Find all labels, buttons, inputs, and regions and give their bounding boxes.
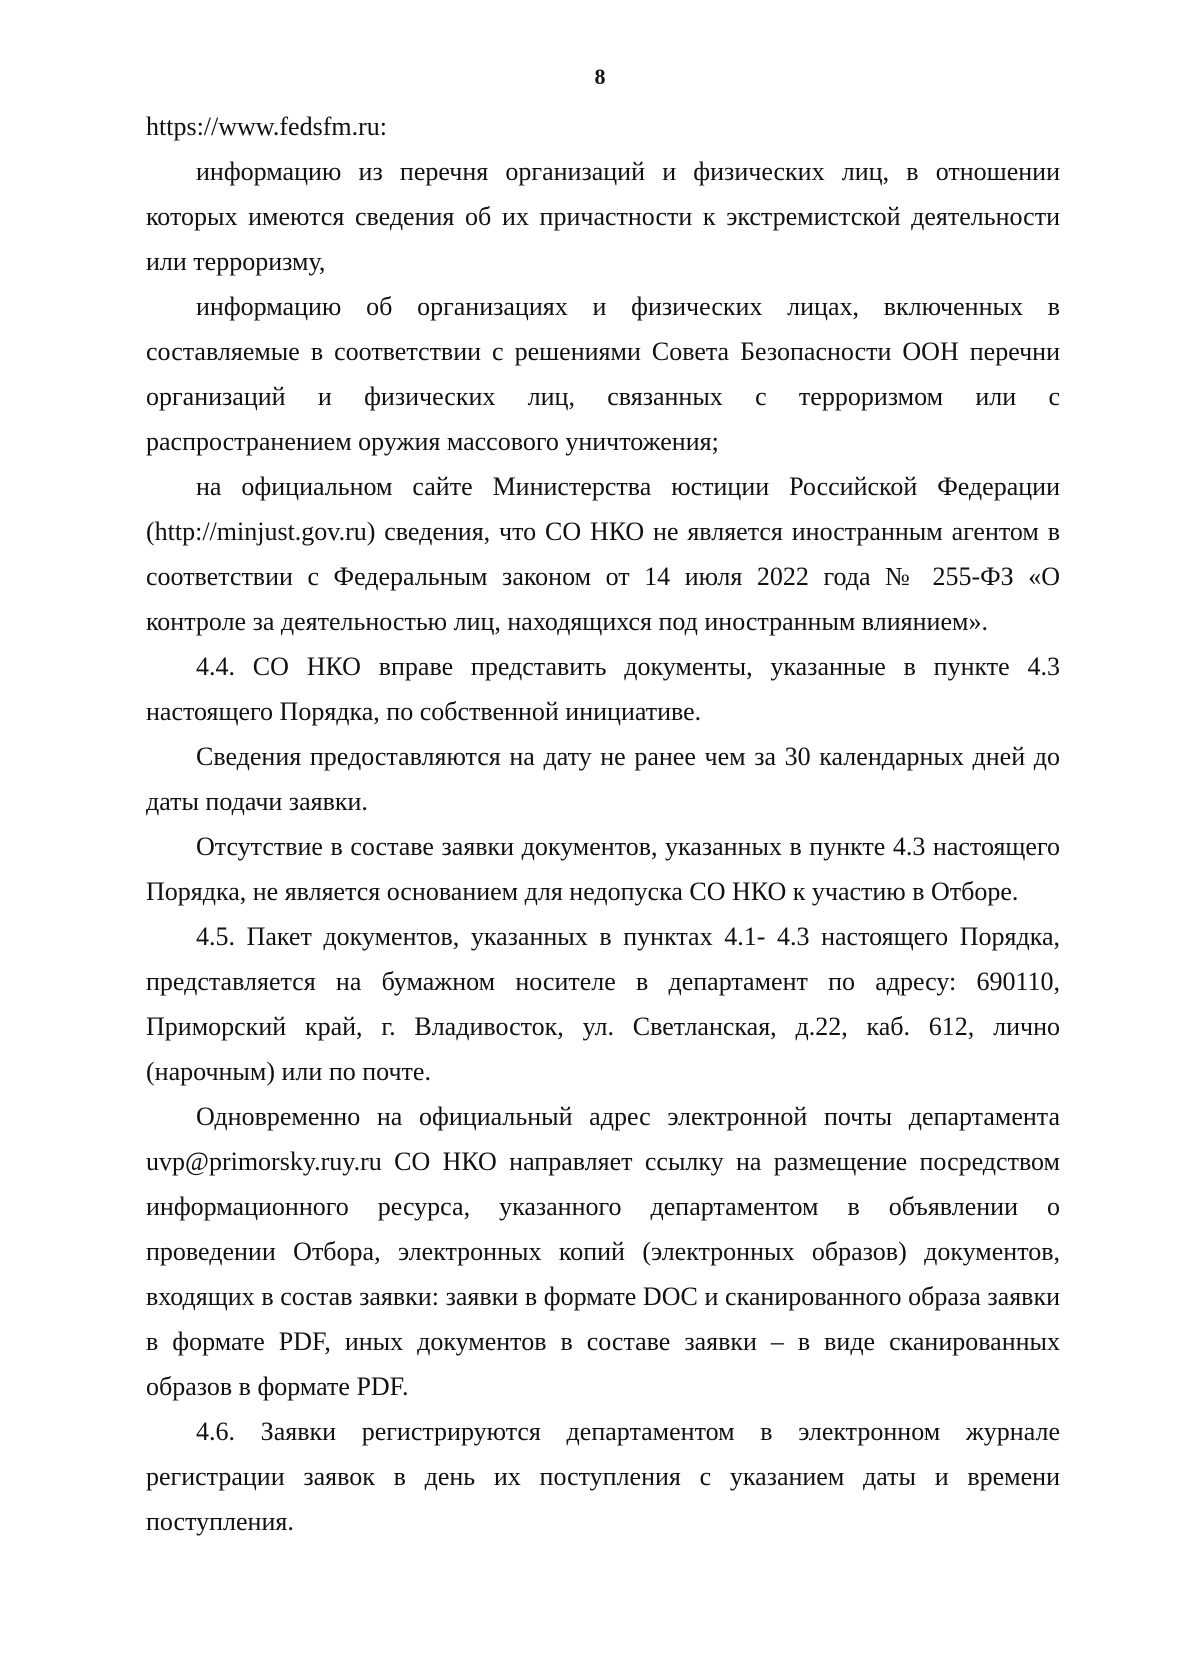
paragraph-4-5: 4.5. Пакет документов, указанных в пунктах 4.1- 4.3 настоящего Порядка, представляется на бумажном носителе в департамент по адресу: 690110, Приморский край, г. Владивосток, ул. Светланская, д.22, каб. 612, лично (нарочным) или по почте. <box>146 922 1060 1086</box>
paragraph-4-6: 4.6. Заявки регистрируются департаментом в электронном журнале регистрации заявок в день их поступления с указанием даты и времени поступления. <box>146 1417 1060 1536</box>
paragraph-absence: Отсутствие в составе заявки документов, указанных в пункте 4.3 настоящего Порядка, не является основанием для недопуска СО НКО к участию в Отборе. <box>146 832 1060 906</box>
paragraph-4-4: 4.4. СО НКО вправе представить документы, указанные в пункте 4.3 настоящего Порядка, по собственной инициативе. <box>146 652 1060 726</box>
page-number: 8 <box>594 64 606 89</box>
paragraph-email: Одновременно на официальный адрес электронной почты департамента uvp@primorsky.ruy.ru СО НКО направляет ссылку на размещение посредством информационного ресурса, указанного департаментом в объявлении о проведении Отбора, электронных копий (электронных образов) документов, входящих в состав заявки: заявки в формате DOC и сканированного образа заявки в формате PDF, иных документов в составе заявки – в виде сканированных образов в формате PDF. <box>146 1102 1060 1401</box>
paragraph-date-info: Сведения предоставляются на дату не ранее чем за 30 календарных дней до даты подачи заявки. <box>146 742 1060 816</box>
paragraph-minjust: на официальном сайте Министерства юстиции Российской Федерации (http://minjust.gov.ru) сведения, что СО НКО не является иностранным агентом в соответствии с Федеральным законом от 14 июля 2022 года № 255-ФЗ «О контроле за деятельностью лиц, находящихся под иностранным влиянием». <box>146 472 1060 636</box>
document-body <box>146 104 1060 1544</box>
paragraph-url: https://www.fedsfm.ru: <box>146 112 387 141</box>
paragraph-extremism-list: информацию из перечня организаций и физических лиц, в отношении которых имеются сведения об их причастности к экстремистской деятельности или терроризму, <box>146 157 1060 276</box>
paragraph-un-list: информацию об организациях и физических лицах, включенных в составляемые в соответствии с решениями Совета Безопасности ООН перечни организаций и физических лиц, связанных с терроризмом или с распространением оружия массового уничтожения; <box>146 292 1060 456</box>
